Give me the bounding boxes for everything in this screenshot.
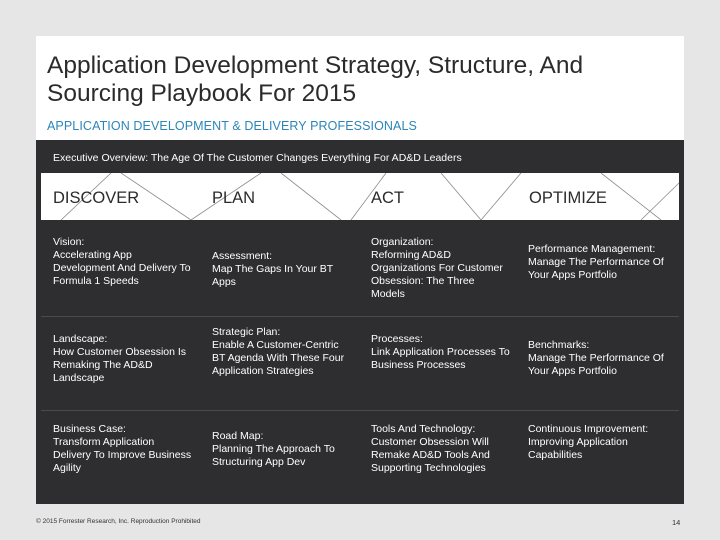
cell-assessment: Assessment: Map The Gaps In Your BT Apps [212,250,334,288]
row-divider [41,316,679,317]
cell-business-case: Business Case: Transform Application Delivery To Improve Business Agility [53,423,192,474]
phase-plan: PLAN [212,189,256,207]
page-number: 14 [672,518,681,527]
divider-line [281,173,341,220]
phase-act: ACT [371,189,404,207]
cell-vision: Vision: Accelerating App Development And Delivery To Formula 1 Speeds [53,236,191,287]
cell-tools-and-technology: Tools And Technology: Customer Obsession Will Remake AD&D Tools And Supporting Technologies [371,423,490,474]
divider-line [641,183,679,220]
playbook-panel [36,140,684,504]
phase-header-strip [41,173,679,220]
cell-strategic-plan: Strategic Plan: Enable A Customer-Centric BT Agenda With These Four Application Strategies [212,326,345,377]
divider-line [481,173,521,220]
cell-organization: Organization: Reforming AD&D Organizations For Customer Obsession: The Three Models [371,236,503,300]
cell-road-map: Road Map: Planning The Approach To Structuring App Dev [212,430,335,468]
executive-overview-label: Executive Overview: The Age Of The Customer Changes Everything For AD&D Leaders [53,152,462,164]
divider-line [441,173,481,220]
cell-benchmarks: Benchmarks: Manage The Performance Of Your Apps Portfolio [528,339,664,377]
cell-performance-management: Performance Management: Manage The Performance Of Your Apps Portfolio [528,243,664,281]
slide [36,36,684,504]
phase-optimize: OPTIMIZE [529,189,607,207]
footer [0,480,720,540]
cell-landscape: Landscape: How Customer Obsession Is Remaking The AD&D Landscape [53,333,187,384]
page-subtitle: APPLICATION DEVELOPMENT & DELIVERY PROFESSIONALS [47,119,417,133]
phase-discover: DISCOVER [53,189,140,207]
row-divider [41,410,679,411]
page-title: Application Development Strategy, Structure, And Sourcing Playbook For 2015 [47,52,584,107]
copyright-text: © 2015 Forrester Research, Inc. Reproduction Prohibited [36,518,201,525]
divider-line [601,173,661,220]
cell-processes: Processes: Link Application Processes To Business Processes [371,333,510,371]
cell-continuous-improvement: Continuous Improvement: Improving Application Capabilities [528,423,649,461]
